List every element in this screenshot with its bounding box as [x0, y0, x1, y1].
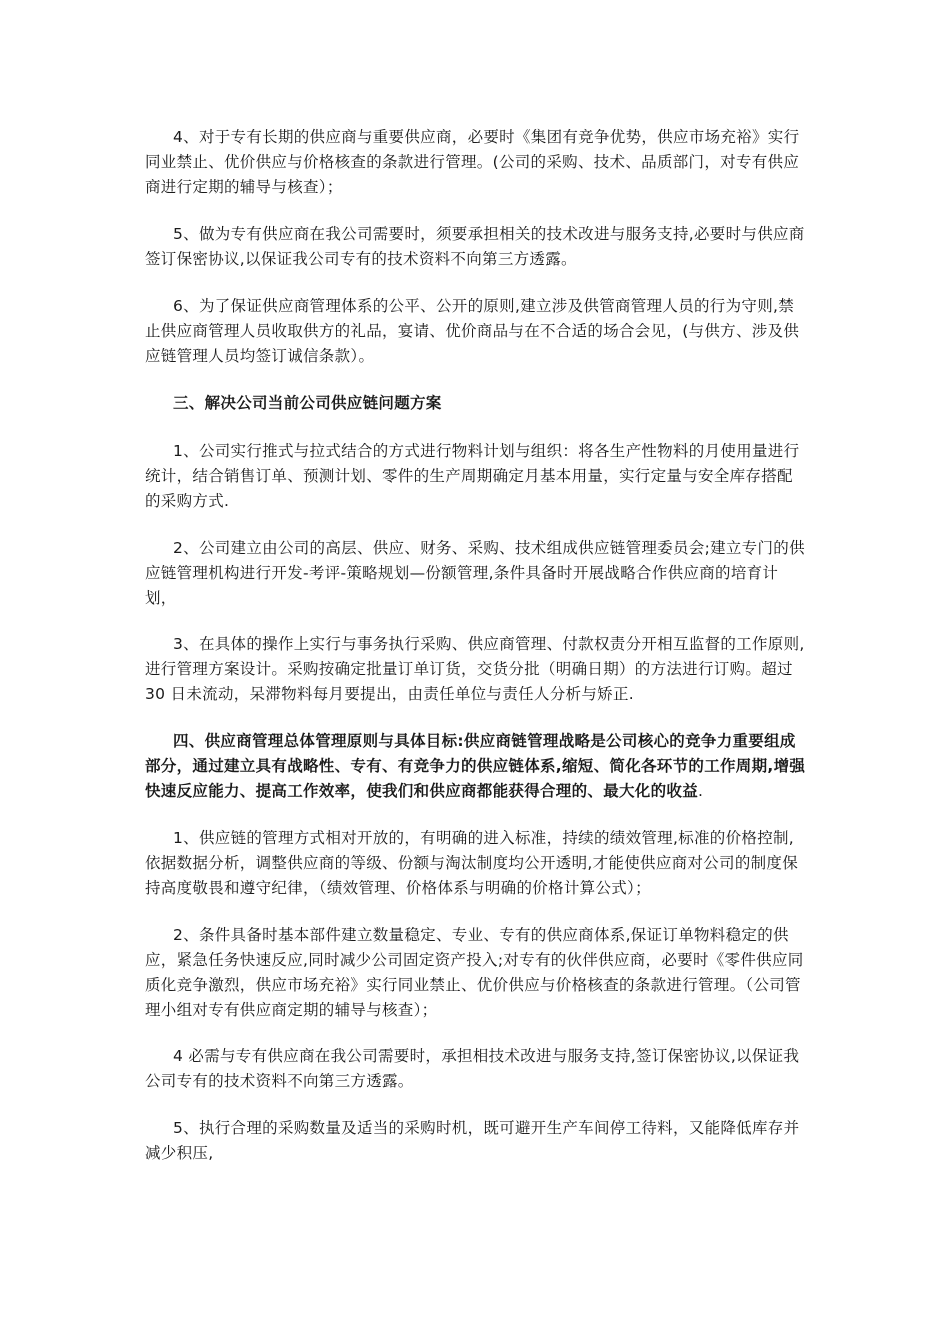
- paragraph-principle-5: 5、执行合理的采购数量及适当的采购时机，既可避开生产车间停工待料，又能降低库存并减少积压,: [145, 1119, 800, 1162]
- paragraph-principle-4: 4 必需与专有供应商在我公司需要时，承担相技术改进与服务支持,签订保密协议,以保证我公司专有的技术资料不向第三方透露。: [145, 1047, 800, 1090]
- paragraph-6-code-of-conduct: 6、为了保证供应商管理体系的公平、公开的原则,建立涉及供管商管理人员的行为守则,禁止供应商管理人员收取供方的礼品，宴请、优价商品与在不合适的场合会见，(与供方、涉及供应链管理人员均签订诚信条款）。: [145, 297, 800, 365]
- paragraph-4-supplier-restriction: 4、对于专有长期的供应商与重要供应商，必要时《集团有竞争优势，供应市场充裕》实行同业禁止、优价供应与价格核查的条款进行管理。(公司的采购、技术、品质部门，对专有供应商进行定期的辅导与核查）；: [145, 128, 800, 196]
- paragraph-principle-1: 1、供应链的管理方式相对开放的，有明确的进入标准，持续的绩效管理,标准的价格控制,依据数据分析，调整供应商的等级、份额与淘汰制度均公开透明,才能使供应商对公司的制度保持高度敬畏和遵守纪律，（绩效管理、价格体系与明确的价格计算公式）；: [145, 829, 799, 897]
- paragraph-solution-3: 3、在具体的操作上实行与事务执行采购、供应商管理、付款权责分开相互监督的工作原则,进行管理方案设计。采购按确定批量订单订货，交货分批（明确日期）的方法进行订购。超过 30 日未流动，呆滞物料每月要提出，由责任单位与责任人分析与矫正.: [145, 635, 805, 703]
- section-heading-4-text: 四、供应商管理总体管理原则与具体目标:供应商链管理战略是公司核心的竞争力重要组成部分，通过建立具有战略性、专有、有竞争力的供应链体系,缩短、简化各环节的工作周期,增强快速反应能力、提高工作效率，使我们和供应商都能获得合理的、最大化的收益: [145, 732, 806, 800]
- section-heading-3: 三、解决公司当前公司供应链问题方案: [173, 394, 442, 412]
- paragraph-solution-1: 1、公司实行推式与拉式结合的方式进行物料计划与组织：将各生产性物料的月使用量进行统计，结合销售订单、预测计划、零件的生产周期确定月基本用量，实行定量与安全库存搭配的采购方式.: [145, 442, 800, 510]
- paragraph-5-technical-support: 5、做为专有供应商在我公司需要时，须要承担相关的技术改进与服务支持,必要时与供应商签订保密协议,以保证我公司专有的技术资料不向第三方透露。: [145, 225, 805, 268]
- section-heading-4: [145, 729, 807, 804]
- section-heading-4-period: .: [698, 782, 704, 800]
- paragraph-solution-2: 2、公司建立由公司的高层、供应、财务、采购、技术组成供应链管理委员会;建立专门的供应链管理机构进行开发-考评-策略规划—份额管理,条件具备时开展战略合作供应商的培育计划，: [145, 539, 805, 607]
- paragraph-principle-2: 2、条件具备时基本部件建立数量稳定、专业、专有的供应商体系,保证订单物料稳定的供应，紧急任务快速反应,同时减少公司固定资产投入;对专有的伙伴供应商，必要时《零件供应同质化竞争激烈，供应市场充裕》实行同业禁止、优价供应与价格核查的条款进行管理。（公司管理小组对专有供应商定期的辅导与核查）；: [145, 926, 804, 1019]
